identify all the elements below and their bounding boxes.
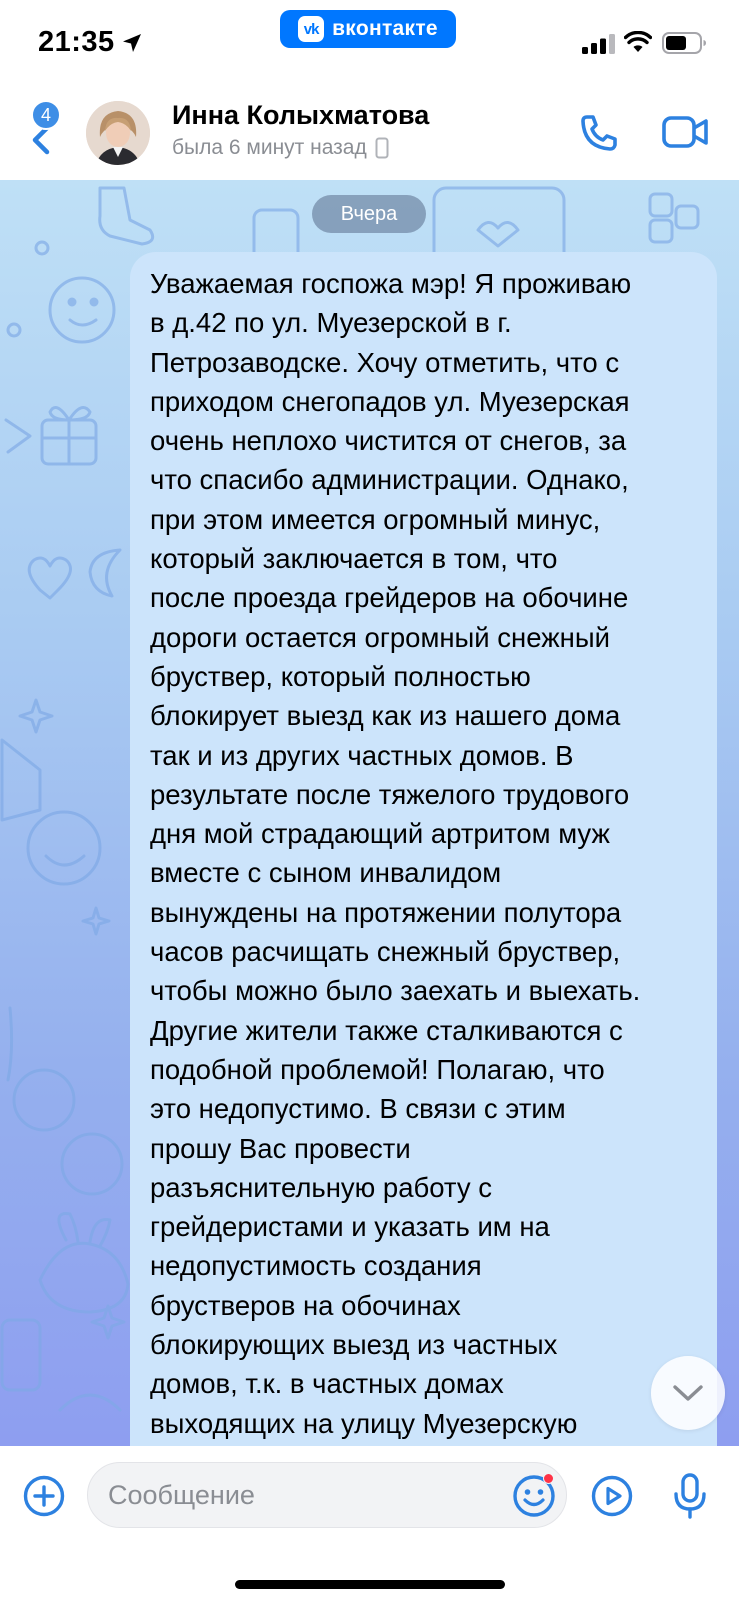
message-text <box>150 264 703 1443</box>
message-bubble[interactable] <box>130 252 717 1446</box>
avatar-portrait <box>86 101 150 165</box>
status-bar <box>0 0 739 84</box>
message-line: чтобы можно было заехать и выехать. <box>150 975 641 1007</box>
message-line: дороги остается огромный снежный <box>150 621 610 653</box>
play-circle-icon[interactable] <box>590 1474 634 1518</box>
chat-header <box>0 84 739 180</box>
mobile-device-icon <box>375 137 389 159</box>
message-line: который заключается в том, что <box>150 543 558 575</box>
message-line: вместе с сыном инвалидом <box>150 857 502 889</box>
message-line: приходом снегопадов ул. Муезерская <box>150 385 630 417</box>
message-composer <box>0 1446 739 1600</box>
contact-status <box>172 136 389 160</box>
message-line: это недопустимо. В связи с этим <box>150 1093 566 1125</box>
battery-icon <box>662 32 708 54</box>
message-line: прошу Вас провести <box>150 1132 411 1164</box>
message-line: выходящих на улицу Муезерскую <box>150 1407 578 1439</box>
message-line: что спасибо администрации. Однако, <box>150 464 629 496</box>
message-line: блокирующих выезд из частных <box>150 1329 558 1361</box>
vk-brand-label: вконтакте <box>332 17 438 40</box>
home-indicator <box>235 1580 505 1589</box>
date-separator: Вчера <box>312 195 426 233</box>
message-line: Другие жители также сталкиваются с <box>150 1014 623 1046</box>
message-line: часов расчищать снежный бруствер, <box>150 936 621 968</box>
message-line: брустверов на обочинах <box>150 1289 461 1321</box>
chevron-down-icon <box>671 1383 705 1403</box>
message-line: недопустимость создания <box>150 1250 482 1282</box>
message-line: бруствер, который полностью <box>150 660 531 692</box>
message-line: в д.42 по ул. Муезерской в г. <box>150 307 512 339</box>
message-line: Петрозаводске. Хочу отметить, что с <box>150 346 620 378</box>
microphone-icon[interactable] <box>672 1472 708 1520</box>
video-camera-icon[interactable] <box>662 114 710 150</box>
vk-logo: vk <box>298 16 324 42</box>
scroll-to-bottom-button[interactable] <box>651 1356 725 1430</box>
message-line: вынуждены на протяжении полутора <box>150 896 622 928</box>
message-line: так и из других частных домов. В <box>150 739 574 771</box>
message-line: домов, т.к. в частных домах <box>150 1368 504 1400</box>
message-line: грейдеристами и указать им на <box>150 1211 550 1243</box>
message-input-wrapper <box>87 1462 567 1528</box>
message-line: подобной проблемой! Полагаю, что <box>150 1053 605 1085</box>
status-time: 21:35 <box>38 26 115 58</box>
message-line: очень неплохо чистится от снегов, за <box>150 425 627 457</box>
message-line: при этом имеется огромный минус, <box>150 503 601 535</box>
chat-area[interactable] <box>0 180 739 1446</box>
last-seen-text: была 6 минут назад <box>172 136 367 159</box>
signal-icon <box>582 34 616 54</box>
message-line: дня мой страдающий артритом муж <box>150 818 610 850</box>
avatar[interactable] <box>86 101 150 165</box>
unread-count-badge: 4 <box>31 100 61 130</box>
message-input[interactable] <box>108 1463 488 1527</box>
message-line: блокирует выезд как из нашего дома <box>150 700 621 732</box>
new-stickers-dot <box>543 1473 554 1484</box>
wifi-icon <box>624 31 652 53</box>
phone-icon[interactable] <box>578 112 620 154</box>
message-line: результате после тяжелого трудового <box>150 778 630 810</box>
message-line: после проезда грейдеров на обочине <box>150 582 629 614</box>
plus-circle-icon[interactable] <box>22 1474 66 1518</box>
vk-brand-pill[interactable] <box>280 10 456 48</box>
contact-name[interactable]: Инна Колыхматова <box>172 100 430 130</box>
location-arrow-icon <box>121 32 143 54</box>
message-line: Уважаемая госпожа мэр! Я проживаю <box>150 268 632 299</box>
message-line: разъяснительную работу с <box>150 1171 492 1203</box>
